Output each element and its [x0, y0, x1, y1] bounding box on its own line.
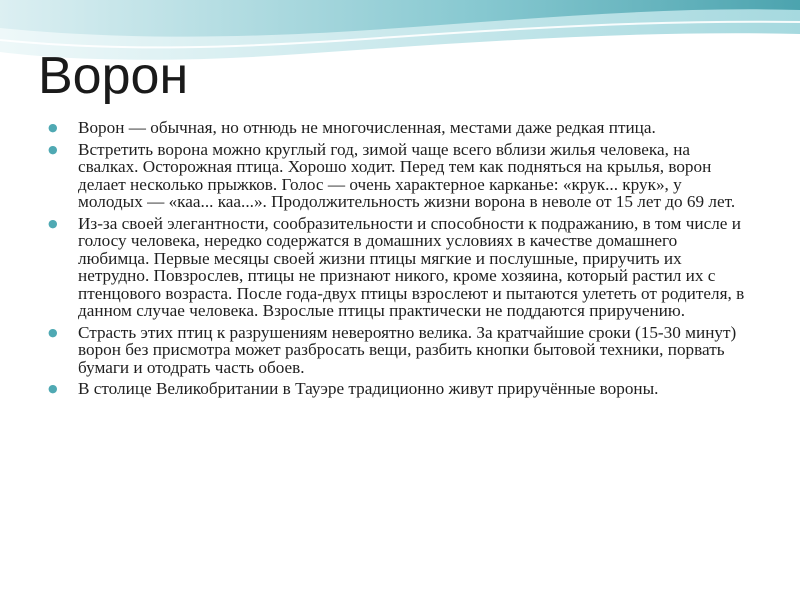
bullet-text: Встретить ворона можно круглый год, зимой чаще всего вблизи жилья человека, на свалках. Осторожная птица. Хорошо ходит. Перед тем как подняться на крылья, ворон делает несколько прыжков. Голос — очень характерное карканье: «крук... крук», у молодых — «каа... каа...». Продолжительность жизни ворона в неволе от 15 лет до 69 лет.: [78, 139, 736, 211]
bullet-text: В столице Великобритании в Тауэре традиционно живут приручённые вороны.: [78, 379, 659, 398]
bullet-dot-icon: ●: [48, 325, 58, 339]
list-item: [48, 380, 748, 398]
bullet-list: [48, 119, 748, 402]
list-item: [48, 215, 748, 320]
slide-title: Ворон: [38, 47, 189, 105]
list-item: [48, 141, 748, 211]
bullet-dot-icon: ●: [48, 216, 58, 230]
bullet-text: Ворон — обычная, но отнюдь не многочисленная, местами даже редкая птица.: [78, 118, 656, 137]
bullet-dot-icon: ●: [48, 142, 58, 156]
bullet-text: Из-за своей элегантности, сообразительности и способности к подражанию, в том числе и голосу человека, нередко содержатся в домашних условиях в качестве домашнего любимца. Первые месяцы своей жизни птицы мягкие и послушные, приручить их нетрудно. Повзрослев, птицы не признают никого, кроме хозяина, который растил их с птенцового возраста. После года-двух птицы взрослеют и пытаются улететь от родителя, в данном случае человека. Взрослые птицы практически не поддаются приручению.: [78, 213, 745, 320]
list-item: [48, 324, 748, 377]
bullet-dot-icon: ●: [48, 382, 58, 395]
bullet-text: Страсть этих птиц к разрушениям невероятно велика. За кратчайшие сроки (15-30 минут) ворон без присмотра может разбросать вещи, разбить кнопки бытовой техники, порвать бумаги и отодрать часть обоев.: [78, 322, 737, 377]
bullet-dot-icon: ●: [48, 121, 58, 134]
list-item: [48, 119, 748, 137]
